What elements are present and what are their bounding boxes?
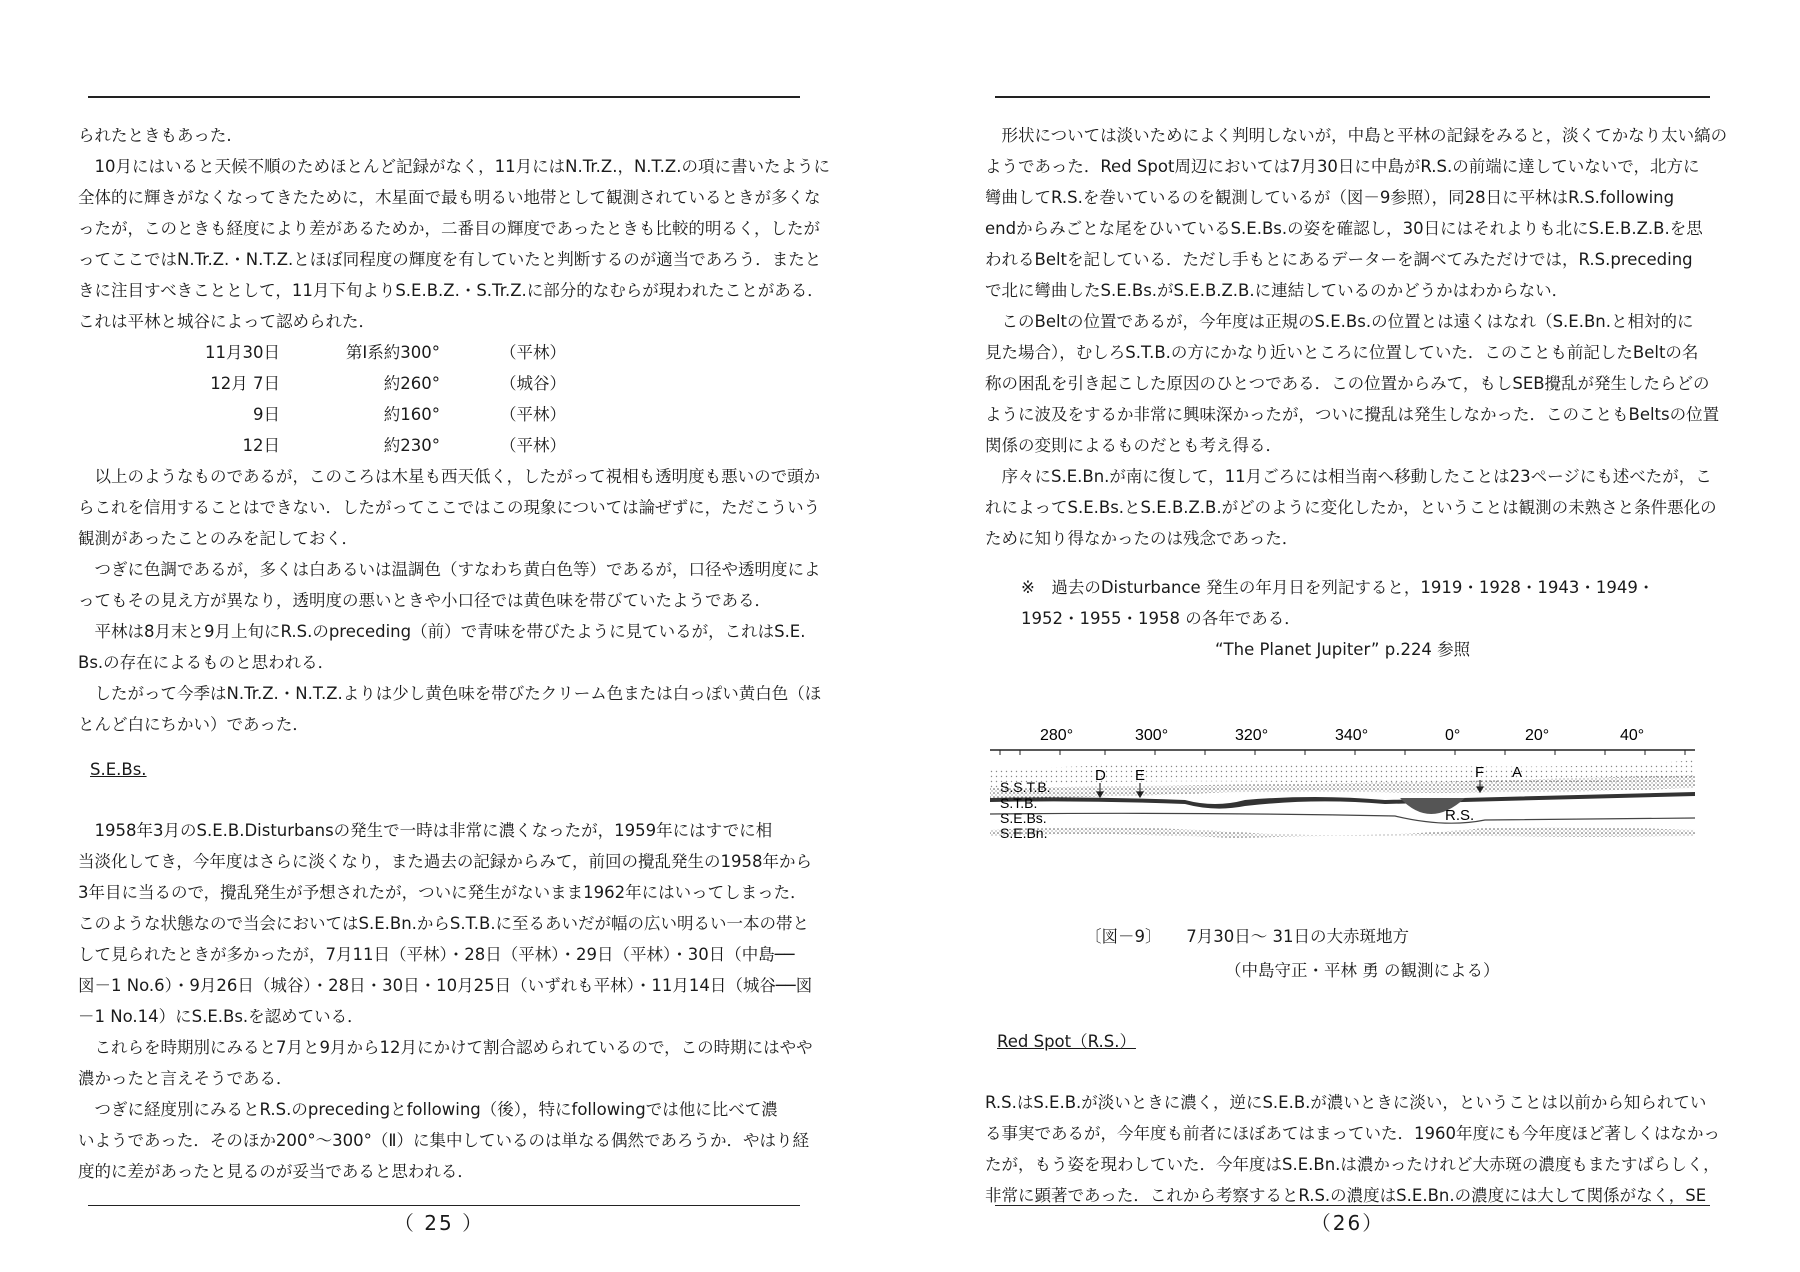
paragraph-line: 10月にはいると天候不順のためほとんど記録がなく，11月にはN.Tr.Z.，N.T.Z.の項に書いたように <box>78 157 830 176</box>
bottom-rule <box>88 1205 800 1206</box>
paragraph-line: 図－1 No.6）・9月26日（城谷）・28日・30日・10月25日（いずれも平林）・11月14日（城谷──図 <box>78 976 813 995</box>
jupiter-belt-sketch <box>985 720 1710 840</box>
paragraph-line: 当淡化してき，今年度はさらに淡くなり，また過去の記録からみて，前回の攪乱発生の1958年から <box>78 852 813 871</box>
note-reference: “The Planet Jupiter” p.224 参照 <box>1215 640 1471 659</box>
paragraph-line: 度的に差があったと見るのが妥当であると思われる． <box>78 1162 474 1181</box>
obs-observer: （城谷） <box>500 374 566 393</box>
tick-label-340: 340° <box>1335 727 1369 744</box>
paragraph-line: 序々にS.E.Bn.が南に復して，11月ごろには相当南へ移動したことは23ページにも述べたが，こ <box>985 467 1712 486</box>
paragraph-line: ようであった．Red Spot周辺においては7月30日に中島がR.S.の前端に達していないで，北方に <box>985 157 1700 176</box>
marker-d: D <box>1095 767 1106 784</box>
paragraph-line: たが，もう姿を現わしていた．今年度はS.E.Bn.は濃かったけれど大赤斑の濃度もまたすばらしく， <box>985 1155 1720 1174</box>
page-number: （26） <box>1310 1211 1385 1235</box>
paragraph-line: 形状については淡いためによく判明しないが，中島と平林の記録をみると，淡くてかなり太い縞の <box>985 126 1728 145</box>
right-page <box>985 0 1728 1272</box>
obs-longitude: 約260° <box>383 374 440 393</box>
caption-credit: （中島守正・平林 勇 の観測による） <box>1225 961 1500 980</box>
paragraph-line: 非常に顕著であった．これから考察するとR.S.の濃度はS.E.Bn.の濃度には大して関係がなく，SE <box>985 1186 1707 1205</box>
paragraph-line: Bs.の存在によるものと思われる． <box>78 653 335 672</box>
tick-label-280: 280° <box>1040 727 1074 744</box>
label-stb: S.T.B. <box>1000 795 1038 811</box>
tick-label-320: 320° <box>1235 727 1269 744</box>
page-number: （ 25 ） <box>393 1211 485 1235</box>
note-mark: ※ <box>1021 578 1035 597</box>
label-sebs: S.E.Bs. <box>1000 810 1047 826</box>
paragraph-line: これは平林と城谷によって認められた． <box>78 312 375 331</box>
paragraph-line: とんど白にちかい）であった． <box>78 715 309 734</box>
label-rs: R.S. <box>1445 807 1475 824</box>
paragraph-line: らこれを信用することはできない．したがってここではこの現象については論ぜずに，ただこういう <box>78 498 821 517</box>
obs-longitude: 約230° <box>383 436 440 455</box>
obs-date: 9日 <box>253 405 280 424</box>
paragraph-line: ために知り得なかったのは残念であった． <box>985 529 1299 548</box>
paragraph-line: つぎに経度別にみるとR.S.のprecedingとfollowing（後），特にfollowingでは他に比べて濃 <box>78 1100 778 1119</box>
obs-date: 12月 7日 <box>210 374 280 393</box>
obs-observer: （平林） <box>500 405 566 424</box>
longitude-ticks <box>1040 727 1644 744</box>
paragraph-line: ってもその見え方が異なり，透明度の悪いときや小口径では黄色味を帯びていたようである． <box>78 591 771 610</box>
paragraph-line: 濃かったと言えそうである． <box>78 1069 293 1088</box>
paragraph-line: つぎに色調であるが，多くは白あるいは温調色（すなわち黄白色等）であるが，口径や透明度によ <box>78 560 821 579</box>
paragraph-line: このような状態なので当会においてはS.E.Bn.からS.T.B.に至るあいだが幅の広い明るい一本の帯と <box>78 914 810 933</box>
paragraph-line: これらを時期別にみると7月と9月から12月にかけて割合認められているので，この時期にはやや <box>78 1038 813 1057</box>
paragraph-line: で北に彎曲したS.E.Bs.がS.E.B.Z.B.に連結しているのかどうかはわからない． <box>985 281 1569 300</box>
marker-e: E <box>1135 767 1146 784</box>
marker-f: F <box>1475 764 1485 781</box>
paragraph-line: －1 No.14）にS.E.Bs.を認めている． <box>78 1007 364 1026</box>
paragraph-line: られたときもあった. <box>78 126 232 145</box>
tick-label-40: 40° <box>1620 727 1645 744</box>
paragraph-line: 平林は8月末と9月上旬にR.S.のpreceding（前）で青味を帯びたように見ているが，これはS.E. <box>78 622 806 641</box>
paragraph-line: 称の困乱を引き起こした原因のひとつである．この位置からみて，もしSEB攪乱が発生したらどの <box>985 374 1710 393</box>
paragraph-line: ったが，このときも経度により差があるためか，二番目の輝度であったときも比較的明るく，したが <box>78 219 821 238</box>
observation-row <box>130 399 800 430</box>
figure-caption <box>985 920 1710 988</box>
caption-title: 〔図－9〕 7月30日～ 31日の大赤斑地方 <box>1085 927 1409 946</box>
right-page-body-2 <box>985 1012 1720 1211</box>
note-text: 過去のDisturbance 発生の年月日を列記すると，1919・1928・1943・1949・1952・1955・1958 の各年である． <box>1021 578 1655 628</box>
paragraph-line: いようであった．そのほか200°～300°（Ⅱ）に集中しているのは単なる偶然であろうか．やはり経 <box>78 1131 809 1150</box>
paragraph-line: R.S.はS.E.B.が淡いときに濃く，逆にS.E.B.が濃いときに淡い，ということは以前から知られてい <box>985 1093 1707 1112</box>
observation-row <box>130 337 800 368</box>
observation-row <box>130 430 800 461</box>
obs-observer: （平林） <box>500 343 566 362</box>
paragraph-line: きに注目すべきこととして，11月下旬よりS.E.B.Z.・S.Tr.Z.に部分的なむらが現われたことがある． <box>78 281 824 300</box>
left-page <box>78 0 830 1272</box>
section-heading-red-spot: Red Spot（R.S.） <box>997 1032 1136 1051</box>
bottom-rule <box>995 1205 1710 1206</box>
paragraph-line: endからみごとな尾をひいているS.E.Bs.の姿を確認し，30日にはそれよりも北にS.E.B.Z.B.を思 <box>985 219 1703 238</box>
observation-row <box>130 368 800 399</box>
right-page-body <box>985 120 1728 665</box>
paragraph-line: 1958年3月のS.E.B.Disturbansの発生で一時は非常に濃くなったが，1959年にはすでに相 <box>78 821 773 840</box>
paragraph-line: このBeltの位置であるが，今年度は正規のS.E.Bs.の位置とは遠くはなれ（S.E.Bn.と相対的に <box>985 312 1694 331</box>
obs-date: 11月30日 <box>205 343 280 362</box>
paragraph-line: る事実であるが，今年度も前者にほぼあてはまっていた．1960年度にも今年度ほど著しくはなかっ <box>985 1124 1720 1143</box>
left-page-body <box>78 120 830 1187</box>
paragraph-line: 観測があったことのみを記しておく． <box>78 529 359 548</box>
obs-date: 12日 <box>242 436 280 455</box>
tick-label-20: 20° <box>1525 727 1550 744</box>
paragraph-line: ように波及をするか非常に興味深かったが，ついに攪乱は発生しなかった．このこともBeltsの位置 <box>985 405 1720 424</box>
sebs-line <box>990 813 1695 823</box>
paragraph-line: 関係の変則によるものだとも考え得る． <box>985 436 1282 455</box>
paragraph-line: れによってS.E.Bs.とS.E.B.Z.B.がどのように変化したか，ということは観測の未熟さと条件悪化の <box>985 498 1717 517</box>
paragraph-line: して見られたときが多かったが，7月11日（平林）・28日（平林）・29日（平林）・30日（中島── <box>78 945 795 964</box>
section-heading-sebs: S.E.Bs. <box>90 760 147 779</box>
label-sebn: S.E.Bn. <box>1000 825 1048 840</box>
paragraph-line: 見た場合），むしろS.T.B.の方にかなり近いところに位置していた．このことも前記したBeltの名 <box>985 343 1699 362</box>
band-labels <box>1000 779 1051 840</box>
observation-table <box>130 337 800 461</box>
tick-label-300: 300° <box>1135 727 1169 744</box>
top-rule <box>88 96 800 98</box>
paragraph-line: 3年目に当るので，攪乱発生が予想されたが，ついに発生がないまま1962年にはいってしまった． <box>78 883 807 902</box>
paragraph-line: 彎曲してR.S.を巻いているのを観測しているが（図－9参照），同28日に平林はR.S.following <box>985 188 1675 207</box>
sebn-belt <box>990 827 1695 838</box>
obs-observer: （平林） <box>500 436 566 455</box>
footnote <box>1021 572 1701 634</box>
paragraph-line: したがって今季はN.Tr.Z.・N.T.Z.よりは少し黄色味を帯びたクリーム色または白っぽい黄白色（ほ <box>78 684 822 703</box>
paragraph-line: 以上のようなものであるが，このころは木星も西天低く，したがって視相も透明度も悪いので頭か <box>78 467 821 486</box>
tick-label-0: 0° <box>1445 727 1461 744</box>
paragraph-line: われるBeltを記している．ただし手もとにあるデーターを調べてみただけでは，R.S.preceding <box>985 250 1693 269</box>
obs-longitude: 約160° <box>383 405 440 424</box>
paragraph-line: ってここではN.Tr.Z.・N.T.Z.とほぼ同程度の輝度を有していたと判断するのが適当であろう．またと <box>78 250 822 269</box>
paragraph-line: 全体的に輝きがなくなってきたために，木星面で最も明るい地帯として観測されているときが多くな <box>78 188 821 207</box>
obs-longitude: 第Ⅰ系約300° <box>345 343 440 362</box>
marker-a: A <box>1512 764 1523 781</box>
top-rule <box>995 96 1710 98</box>
label-sstb: S.S.T.B. <box>1000 779 1051 795</box>
